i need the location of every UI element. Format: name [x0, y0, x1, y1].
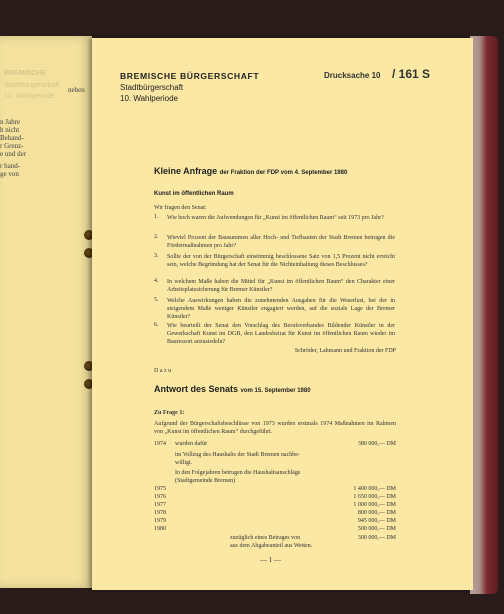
table-year: 1977: [154, 502, 166, 508]
table-year: 1976: [154, 494, 166, 500]
previous-page-line: n Jahre: [0, 118, 21, 126]
note-line: willigt.: [175, 460, 193, 466]
note-line: (Stadtgemeinde Bremen): [175, 478, 236, 484]
question-number: 3.: [154, 253, 159, 259]
table-year: 1979: [154, 518, 166, 524]
inquiry-title-suffix: der Fraktion der FDP vom 4. September 1980: [219, 170, 348, 176]
question-number: 2.: [154, 234, 159, 240]
table-amount: 1 000 000,— DM: [353, 502, 396, 508]
table-amount: 1 650 000,— DM: [353, 494, 396, 500]
previous-page-line: r hand-: [0, 162, 21, 170]
row-year: 1974: [154, 441, 166, 447]
previous-page-line: r Grenz-: [0, 142, 24, 150]
row-amount: 380 000,— DM: [357, 441, 396, 447]
previous-page: [0, 36, 92, 588]
binder-cover-edge: [470, 36, 498, 594]
question-number: 6.: [154, 322, 159, 328]
question-number: 1.: [154, 214, 159, 220]
note-line: In den Folgejahren betrugen die Haushaltsanschläge: [175, 470, 301, 476]
document-label: Drucksache 10: [324, 71, 381, 80]
previous-page-heading-2: Stadtbürgerschaft: [4, 82, 60, 89]
previous-page-line: Behand-: [0, 134, 24, 142]
previous-page-line: h nicht: [0, 126, 20, 134]
question-number: 4.: [154, 278, 159, 284]
answer-title: [154, 384, 311, 394]
previous-page-line: e und der: [0, 150, 27, 158]
question-reference: Zu Frage 1:: [154, 410, 185, 416]
answer-title-suffix: vom 15. September 1980: [240, 388, 311, 394]
table-year: 1978: [154, 510, 166, 516]
table-year: 1975: [154, 486, 166, 492]
question-text: Wie hoch waren die Aufwendungen für „Kunst im öffentlichen Raum“ seit 1973 pro Jahr?: [167, 215, 384, 221]
answer-title-main: Antwort des Senats: [154, 384, 239, 394]
question-text: Wieviel Prozent der Bausummen aller Hoch- und Tiefbauten der Stadt Bremen betrugen die Fördermaßnahmen pro Jahr?: [167, 235, 395, 249]
page-number: — 1 —: [260, 556, 281, 564]
inquiry-intro: Wir fragen den Senat:: [154, 205, 207, 211]
inquiry-title: [154, 166, 347, 176]
question-text: In welchem Maße haben die Mittel für „Kunst im öffentlichen Raum“ den Charakter einer Arbeitsplatzsicherung für Bremer Künstler?: [167, 279, 395, 293]
table-amount: 500 000,— DM: [357, 526, 396, 532]
plus-line: zuzüglich eines Betrages von: [230, 535, 301, 541]
electoral-period: 10. Wahlperiode: [120, 94, 178, 103]
table-year: 1980: [154, 526, 166, 532]
previous-page-heading: BREMISCHE: [4, 70, 47, 77]
chamber-name: Stadtbürgerschaft: [120, 83, 184, 92]
question-number: 5.: [154, 297, 159, 303]
answer-paragraph: Aufgrund der Bürgerschaftsbeschlüsse von 1973 wurden erstmals 1974 Maßnahmen im Rahmen von „Kunst im öffentlichen Raum“ durchgeführt.: [154, 421, 396, 435]
dazu-label: D a z u: [154, 368, 172, 374]
table-amount: 1 400 000,— DM: [353, 486, 396, 492]
question-text: Wie beurteilt der Senat den Vorschlag des Berufsverbandes Bildender Künstler in der Gewerkschaft Kunst im DGB, den Landesbeirat für Kunst im öffentlichen Raum wieder im Bauressort anzusiedeln?: [167, 323, 395, 345]
previous-page-line: neben: [68, 86, 85, 94]
question-text: Sollte der von der Bürgerschaft einstimmig beschlossene Satz von 1,5 Prozent nicht erreicht sein, welche Begründung hat der Senat für die Nichteinhaltung dieses Beschlusses?: [167, 254, 395, 268]
note-line: im Vollzug des Haushalts der Stadt Bremen nachbe-: [175, 452, 300, 458]
inquiry-signature: Schröder, Lahmann und Fraktion der FDP: [294, 348, 396, 354]
document-number: / 161 S: [392, 67, 431, 81]
inquiry-subject: Kunst im öffentlichen Raum: [154, 191, 234, 197]
parliament-name: BREMISCHE BÜRGERSCHAFT: [120, 71, 260, 81]
previous-page-line: ge von: [0, 170, 19, 178]
document-page: [92, 38, 473, 590]
question-text: Welche Auswirkungen haben die zunehmenden Ausgaben für die Weserlust, bei der in steigendem Maße weniger Künstler engagiert werden, auf die soziale Lage der Bremer Künstler?: [167, 298, 395, 320]
plus-line: aus dem Abgabeanteil aus Wetten.: [230, 543, 313, 549]
table-amount: 945 000,— DM: [357, 518, 396, 524]
row-label: wurden dafür: [175, 441, 208, 447]
previous-page-heading-3: 10. Wahlperiode: [4, 93, 55, 100]
inquiry-title-main: Kleine Anfrage: [154, 166, 218, 176]
table-amount: 800 000,— DM: [357, 510, 396, 516]
plus-amount: 300 000,— DM: [357, 535, 396, 541]
